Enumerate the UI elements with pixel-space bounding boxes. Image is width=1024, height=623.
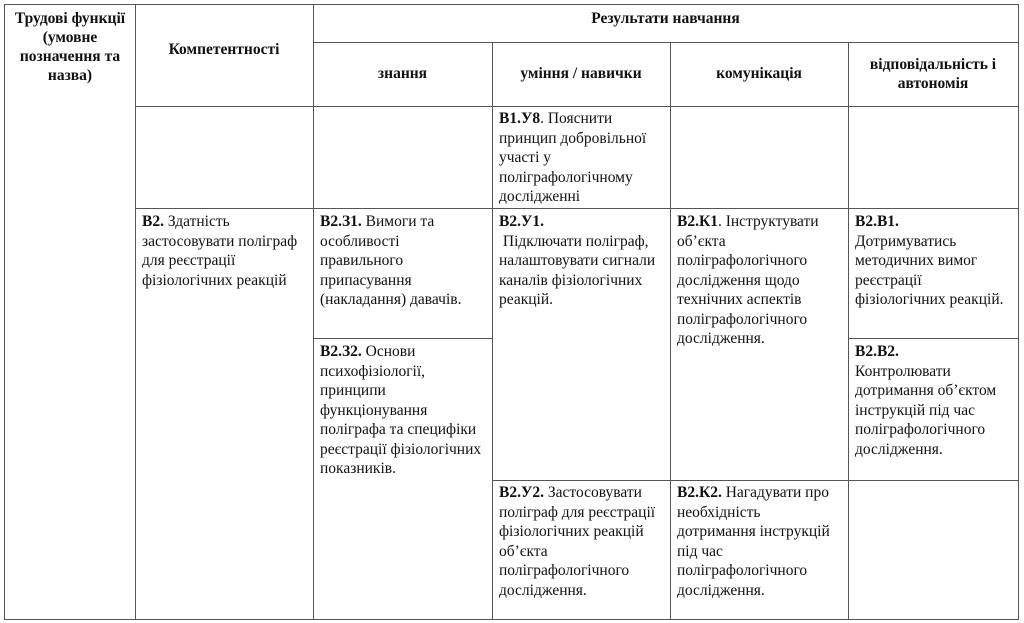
text-b1u8: . Пояснити принцип добровільної участі у поліграфологічному дослідженні: [499, 110, 647, 205]
code-b2v1: В2.В1.: [855, 213, 899, 230]
grid-line: [4, 4, 5, 620]
cell-b2z2: [313, 340, 492, 481]
text-b2z1: Вимоги та особливості правильного припасування (накладання) давачів.: [320, 213, 462, 308]
header-learning-outcomes: [313, 5, 1018, 33]
grid-line: [135, 106, 1019, 107]
cell-b2: [135, 210, 313, 292]
header-labor-functions: [5, 5, 135, 106]
grid-line: [4, 619, 1019, 620]
header-skills: [492, 42, 670, 106]
header-knowledge-text: знання: [377, 65, 428, 83]
grid-line: [313, 338, 492, 339]
grid-line: [313, 42, 1019, 43]
cell-b2z1: [313, 210, 492, 312]
code-b2z1: В2.З1.: [320, 213, 362, 230]
cell-b2u2: [492, 481, 670, 602]
cell-b2v2: [848, 340, 1018, 461]
header-communication-text: комунікація: [716, 65, 802, 83]
cell-b2u1: [492, 210, 670, 312]
text-b2k2: Нагадувати про необхідність дотримання інструкцій під час поліграфологічного дослідження.: [677, 484, 830, 599]
code-b2z2: В2.З2.: [320, 343, 362, 360]
header-communication: [670, 42, 848, 106]
header-responsibility: [848, 42, 1018, 106]
grid-line: [492, 480, 1019, 481]
header-responsibility-text: відповідальність і автономія: [869, 55, 997, 92]
code-b2k2: В2.К2.: [677, 484, 722, 501]
code-b2k1: В2.К1: [677, 213, 718, 230]
cell-b1u8: [492, 107, 670, 209]
text-b2u1: Підключати поліграф, налаштовувати сигнали каналів фізіологічних реакцій.: [499, 232, 656, 308]
header-learning-outcomes-text: Результати навчання: [591, 10, 740, 27]
grid-line: [848, 42, 849, 620]
grid-line: [848, 338, 1019, 339]
header-competencies: [135, 5, 313, 95]
header-labor-functions-text: Трудові функції (умовне позначення та назва): [14, 10, 126, 84]
code-b2: В2.: [142, 213, 164, 230]
grid-line: [313, 4, 314, 620]
cell-b2k1: [670, 210, 848, 351]
cell-b2v1: [848, 210, 1018, 312]
code-b1u8: В1.У8: [499, 110, 541, 127]
code-b2v2: В2.В2.: [855, 343, 899, 360]
text-b2: Здатність застосовувати поліграф для реєстрації фізіологічних реакцій: [142, 213, 298, 289]
text-b2v2: Контролювати дотримання об’єктом інструкцій під час поліграфологічного дослідження.: [855, 362, 997, 458]
grid-line: [135, 4, 136, 620]
text-b2v1: Дотримуватись методичних вимог реєстрації фізіологічних реакцій.: [855, 232, 1004, 308]
cell-b2k2: [670, 481, 848, 602]
code-b2u2: В2.У2.: [499, 484, 544, 501]
code-b2u1: В2.У1.: [499, 213, 544, 230]
header-knowledge: [313, 42, 492, 106]
text-b2u2: Застосовувати поліграф для реєстрації фізіологічних реакцій об’єкта поліграфологічного дослідження.: [499, 484, 656, 599]
header-skills-text: уміння / навички: [520, 65, 642, 83]
text-b2k1: . Інструктувати об’єкта поліграфологічного дослідження щодо технічних аспектів поліграфологічного дослідження.: [677, 213, 819, 347]
grid-line: [1018, 4, 1019, 620]
grid-line: [4, 4, 1019, 5]
grid-line: [135, 208, 1019, 209]
header-competencies-text: Компетентності: [168, 41, 280, 59]
grid-line: [670, 42, 671, 620]
grid-line: [492, 42, 493, 620]
text-b2z2: Основи психофізіології, принципи функціонування поліграфа та специфіки реєстрації фізіологічних показників.: [320, 343, 482, 477]
